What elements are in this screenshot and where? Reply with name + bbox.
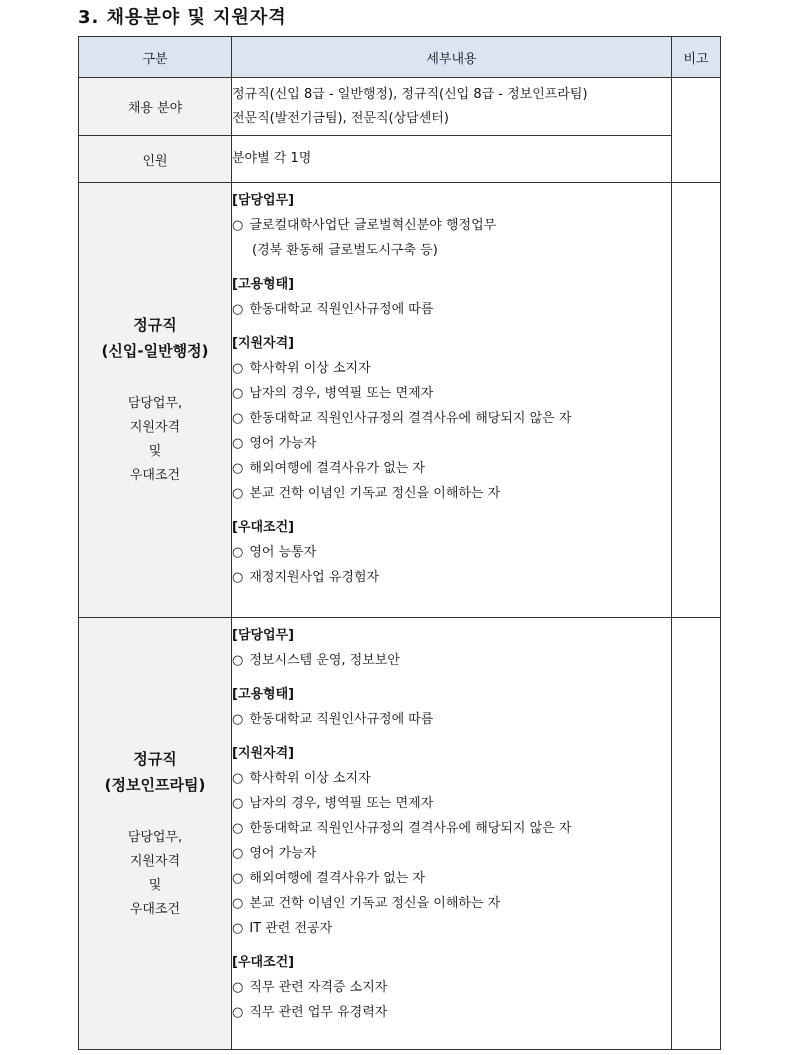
block-heading: [담당업무] xyxy=(232,628,295,643)
list-item: ○ 정보시스템 운영, 정보보안 xyxy=(232,653,400,668)
list-item: ○ 남자의 경우, 병역필 또는 면제자 xyxy=(232,796,434,811)
bullet-icon: ○ xyxy=(232,545,244,560)
list-item: ○ 본교 건학 이념인 기독교 정신을 이해하는 자 xyxy=(232,896,501,911)
section-category xyxy=(79,618,232,1050)
section-sub-line: 담당업무, xyxy=(127,829,183,845)
section-subtitle xyxy=(79,392,231,488)
section-sub-line: 지원자격 xyxy=(129,420,181,435)
bullet-icon: ○ xyxy=(232,921,244,936)
bullet-icon: ○ xyxy=(232,461,244,476)
section-category xyxy=(79,183,232,618)
list-item: ○ 학사학위 이상 소지자 xyxy=(232,771,371,786)
field-label: 채용 분야 xyxy=(79,78,232,136)
field-value xyxy=(232,78,672,136)
list-item: ○ IT 관련 전공자 xyxy=(232,921,333,936)
list-item: ○ 한동대학교 직원인사규정의 결격사유에 해당되지 않은 자 xyxy=(232,821,572,836)
bullet-icon: ○ xyxy=(232,771,244,786)
section-title-line-2: (정보인프라팀) xyxy=(104,775,206,794)
header-remarks: 비고 xyxy=(672,37,721,78)
list-item: ○ 영어 가능자 xyxy=(232,436,317,451)
bullet-icon: ○ xyxy=(232,361,244,376)
bullet-icon: ○ xyxy=(232,1005,244,1020)
section-details xyxy=(232,183,672,618)
field-line-1: 정규직(신입 8급 - 일반행정), 정규직(신입 8급 - 정보인프라팀) xyxy=(232,86,588,102)
list-item: ○ 직무 관련 자격증 소지자 xyxy=(232,980,388,995)
bullet-icon: ○ xyxy=(232,570,244,585)
field-line-2: 전문직(발전기금팀), 전문직(상담센터) xyxy=(232,110,449,126)
list-item: ○ 글로컬대학사업단 글로벌혁신분야 행정업무 xyxy=(232,218,497,233)
block-heading: [지원자격] xyxy=(232,336,295,351)
section-sub-line: 지원자격 xyxy=(129,853,181,869)
field-row xyxy=(79,78,721,136)
block-heading: [고용형태] xyxy=(232,687,295,702)
bullet-icon: ○ xyxy=(232,821,244,836)
bullet-icon: ○ xyxy=(232,846,244,861)
section-sub-line: 및 xyxy=(148,444,162,459)
list-item: ○ 직무 관련 업무 유경력자 xyxy=(232,1005,388,1020)
bullet-icon: ○ xyxy=(232,436,244,451)
section-sub-line: 담당업무, xyxy=(127,396,183,411)
bullet-icon: ○ xyxy=(232,712,244,727)
count-row xyxy=(79,136,721,183)
remark-cell xyxy=(672,618,721,1050)
bullet-icon: ○ xyxy=(232,653,244,668)
remark-cell xyxy=(672,183,721,618)
list-item: ○ 한동대학교 직원인사규정에 따름 xyxy=(232,302,434,317)
list-item: ○ 본교 건학 이념인 기독교 정신을 이해하는 자 xyxy=(232,486,501,501)
list-item-continuation: (경북 환동해 글로벌도시구축 등) xyxy=(252,243,438,258)
block-heading: [우대조건] xyxy=(232,955,295,970)
block-heading: [우대조건] xyxy=(232,520,295,535)
recruitment-table xyxy=(78,36,721,1050)
list-item: ○ 한동대학교 직원인사규정의 결격사유에 해당되지 않은 자 xyxy=(232,411,572,426)
count-label: 인원 xyxy=(79,136,232,183)
section-title-line-2: (신입-일반행정) xyxy=(101,342,209,360)
section-title-line-1: 정규직 xyxy=(133,316,177,334)
remark-cell-top xyxy=(672,78,721,183)
section-details xyxy=(232,618,672,1050)
bullet-icon: ○ xyxy=(232,386,244,401)
count-value: 분야별 각 1명 xyxy=(232,136,672,183)
list-item: ○ 한동대학교 직원인사규정에 따름 xyxy=(232,712,434,727)
bullet-icon: ○ xyxy=(232,796,244,811)
bullet-icon: ○ xyxy=(232,871,244,886)
section-sub-line: 우대조건 xyxy=(129,468,181,483)
list-item: ○ 남자의 경우, 병역필 또는 면제자 xyxy=(232,386,434,401)
bullet-icon: ○ xyxy=(232,218,244,233)
block-heading: [지원자격] xyxy=(232,746,295,761)
block-heading: [담당업무] xyxy=(232,193,295,208)
header-category: 구분 xyxy=(79,37,232,78)
header-details: 세부내용 xyxy=(232,37,672,78)
list-item: ○ 영어 능통자 xyxy=(232,545,317,560)
section-row-infra xyxy=(79,618,721,1050)
list-item: ○ 해외여행에 결격사유가 없는 자 xyxy=(232,461,425,476)
section-title-line-1: 정규직 xyxy=(133,749,177,768)
section-subtitle xyxy=(79,826,231,922)
section-sub-line: 우대조건 xyxy=(129,901,181,917)
section-sub-line: 및 xyxy=(148,877,162,893)
block-heading: [고용형태] xyxy=(232,277,295,292)
header-row xyxy=(79,37,721,78)
list-item: ○ 재정지원사업 유경험자 xyxy=(232,570,380,585)
list-item: ○ 영어 가능자 xyxy=(232,846,317,861)
bullet-icon: ○ xyxy=(232,980,244,995)
list-item: ○ 해외여행에 결격사유가 없는 자 xyxy=(232,871,425,886)
list-item: ○ 학사학위 이상 소지자 xyxy=(232,361,371,376)
section-row-general xyxy=(79,183,721,618)
bullet-icon: ○ xyxy=(232,896,244,911)
bullet-icon: ○ xyxy=(232,486,244,501)
bullet-icon: ○ xyxy=(232,411,244,426)
section-title: 3. 채용분야 및 지원자격 xyxy=(78,7,287,28)
bullet-icon: ○ xyxy=(232,302,244,317)
